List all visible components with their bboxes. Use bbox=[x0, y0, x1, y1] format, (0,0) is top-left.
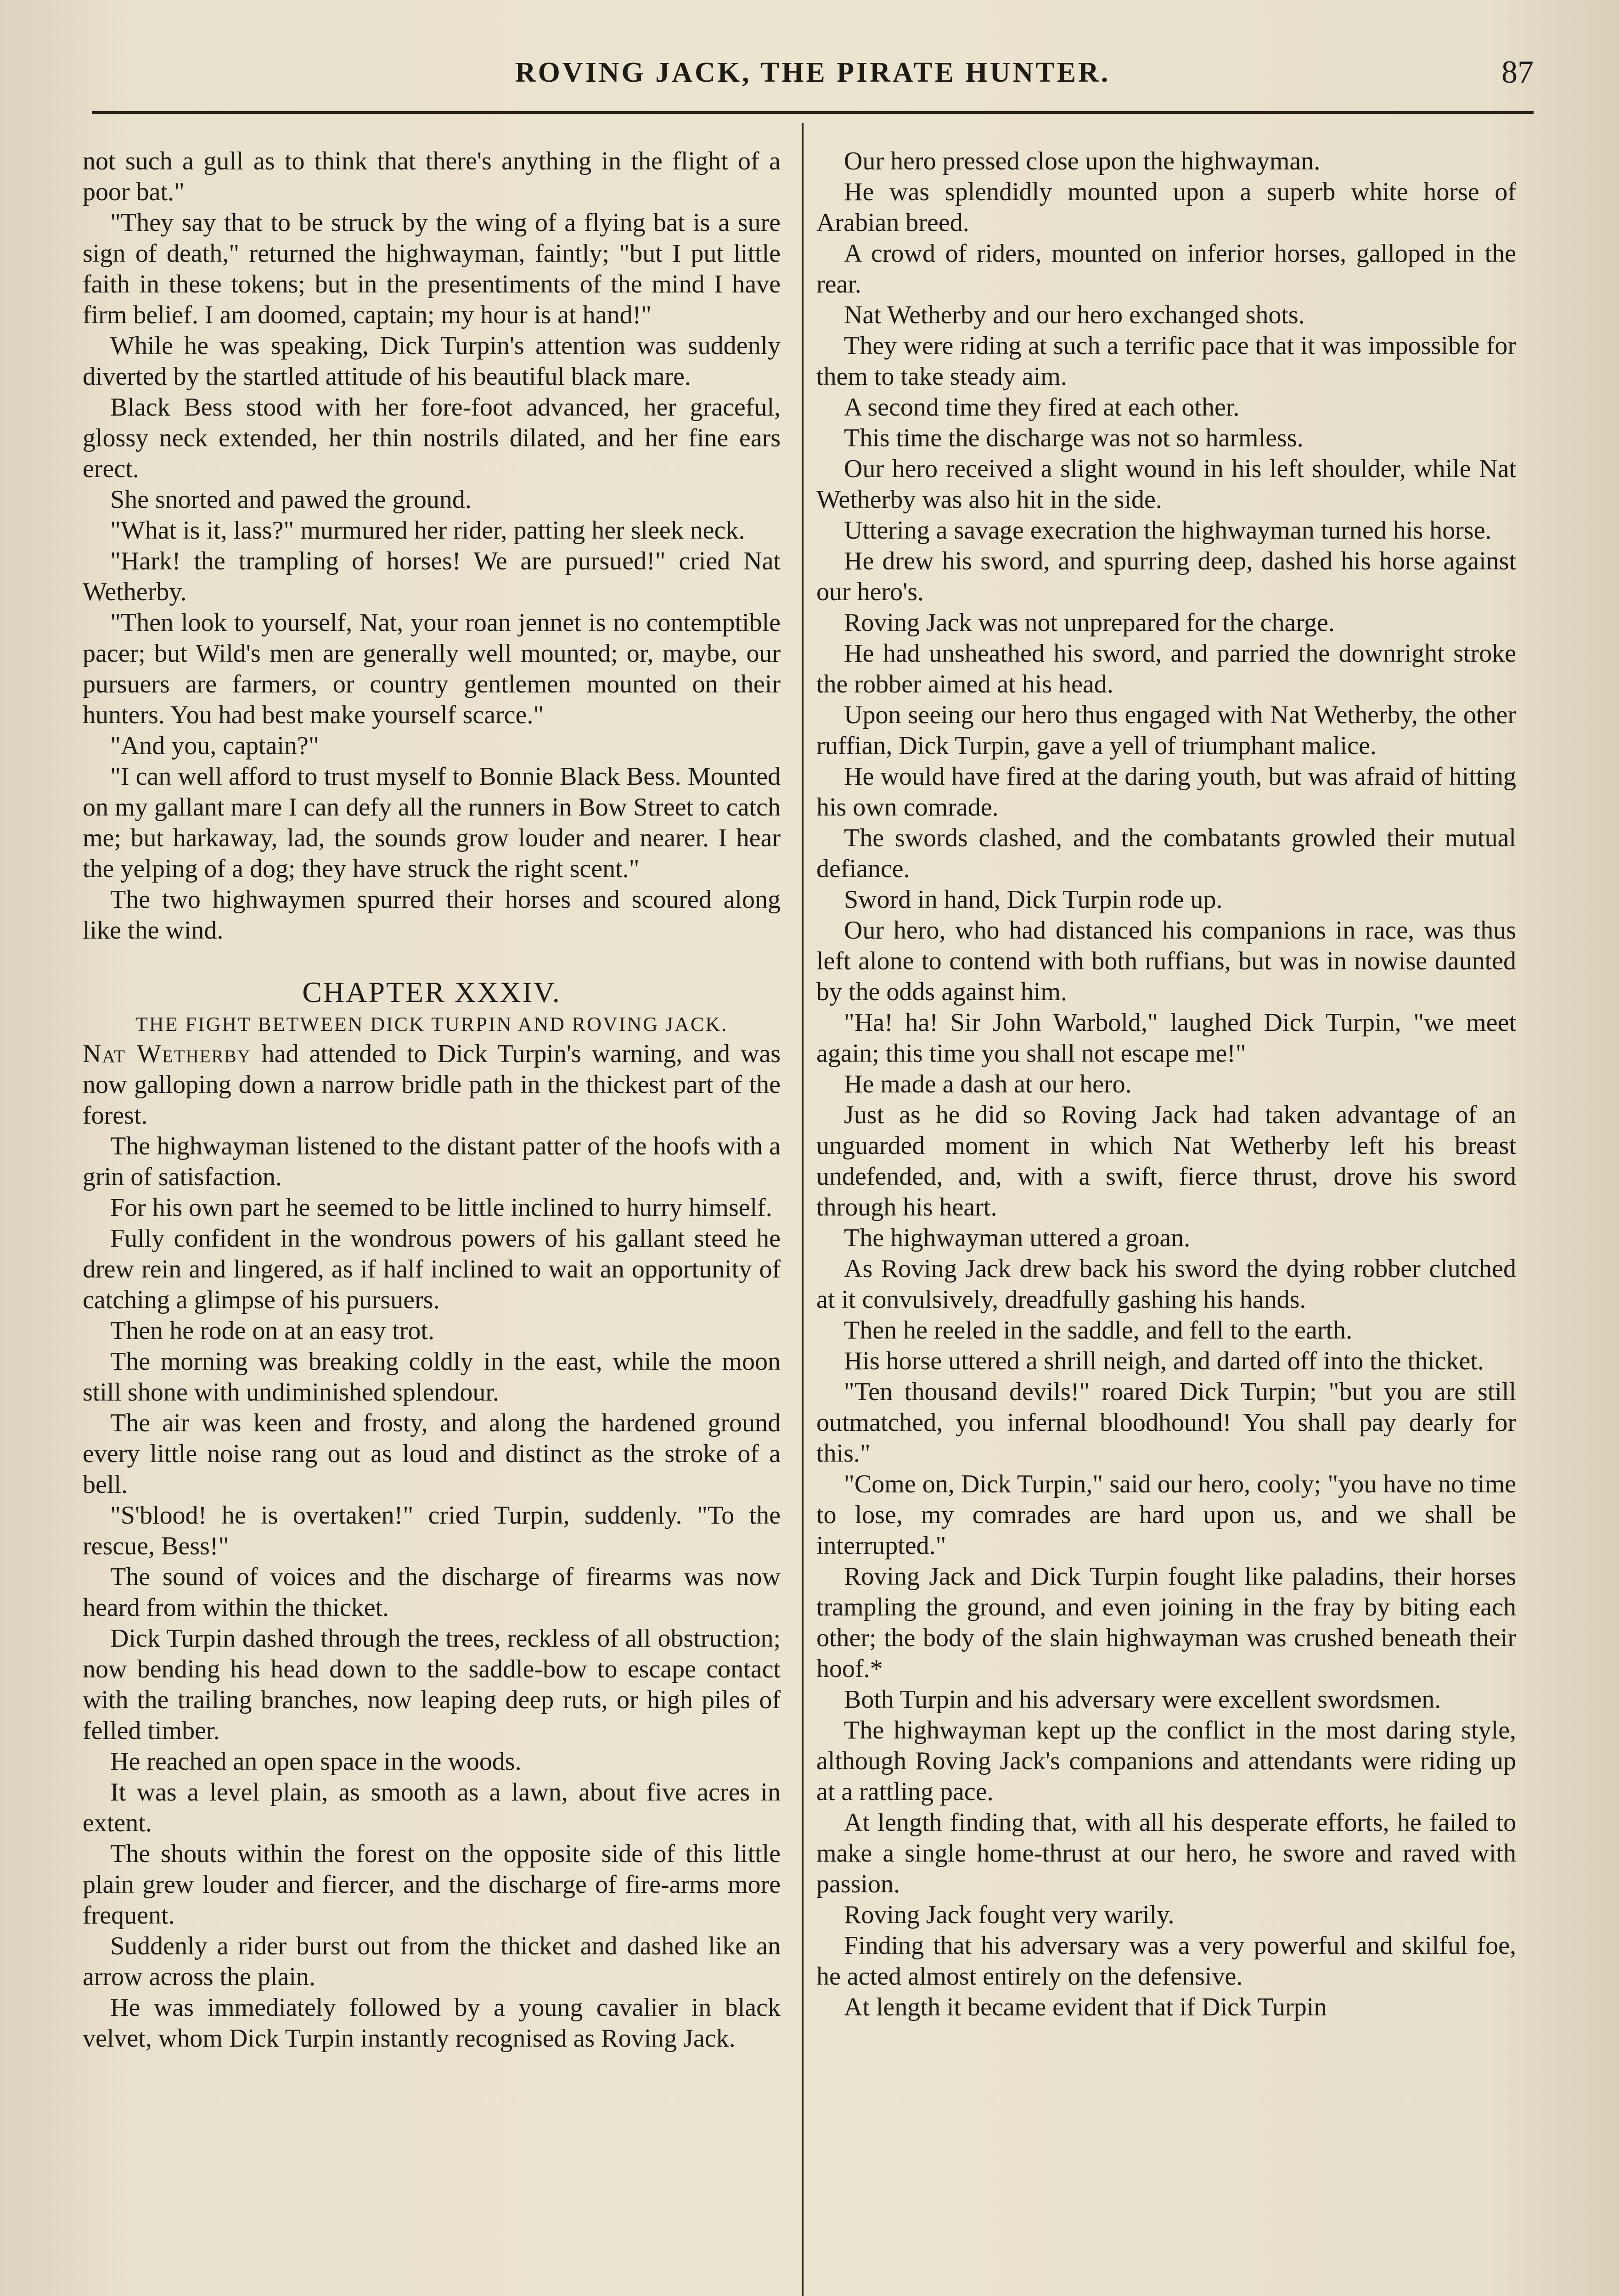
paragraph: "I can well afford to trust myself to Bonnie Black Bess. Mounted on my gallant mare I can defy all the runners in Bow Street to catch me; but harkaway, lad, the sounds grow louder and nearer. I hear the yelping of a dog; they have struck the right scent." bbox=[83, 762, 781, 883]
running-header bbox=[92, 50, 1534, 96]
left-column bbox=[83, 146, 781, 2296]
paragraph: His horse uttered a shrill neigh, and darted off into the thicket. bbox=[844, 1347, 1484, 1375]
paragraph: The swords clashed, and the combatants growled their mutual defiance. bbox=[816, 824, 1516, 883]
opening-text: had attended to Dick Turpin's warning, and was now galloping down a narrow bridle path in the thickest part of the forest. bbox=[83, 1040, 781, 1130]
paragraph: "Then look to yourself, Nat, your roan jennet is no contemptible pacer; but Wild's men are generally well mounted; or, maybe, our pursuers are farmers, or country gentlemen mounted on their hunters. You had best make yourself scarce." bbox=[83, 608, 781, 729]
chapter-title: THE FIGHT BETWEEN DICK TURPIN AND ROVING JACK. bbox=[135, 1013, 728, 1035]
page-number: 87 bbox=[1501, 55, 1534, 90]
paragraph: "S'blood! he is overtaken!" cried Turpin, suddenly. "To the rescue, Bess!" bbox=[83, 1501, 781, 1560]
paragraph: The highwayman kept up the conflict in the most daring style, although Roving Jack's companions and attendants were riding up at a rattling pace. bbox=[816, 1716, 1516, 1806]
paragraph: Upon seeing our hero thus engaged with Nat Wetherby, the other ruffian, Dick Turpin, gave a yell of triumphant malice. bbox=[816, 701, 1516, 760]
paragraph: The highwayman uttered a groan. bbox=[844, 1224, 1191, 1252]
column-divider bbox=[802, 123, 804, 2296]
paragraph: She snorted and pawed the ground. bbox=[110, 485, 472, 514]
paragraph: Sword in hand, Dick Turpin rode up. bbox=[844, 885, 1223, 914]
paragraph: Black Bess stood with her fore-foot advanced, her graceful, glossy neck extended, her thin nostrils dilated, and her fine ears erect. bbox=[83, 393, 781, 483]
paragraph: not such a gull as to think that there's anything in the flight of a poor bat." bbox=[83, 147, 781, 206]
paragraph: The shouts within the forest on the opposite side of this little plain grew louder and fiercer, and the discharge of fire-arms more frequent. bbox=[83, 1840, 781, 1930]
paragraph: Then he reeled in the saddle, and fell to the earth. bbox=[844, 1316, 1353, 1345]
paragraph: The highwayman listened to the distant patter of the hoofs with a grin of satisfaction. bbox=[83, 1132, 781, 1191]
paragraph: Roving Jack fought very warily. bbox=[844, 1901, 1175, 1929]
paragraph: Dick Turpin dashed through the trees, reckless of all obstruction; now bending his head down to the saddle-bow to escape contact with the trailing branches, now leaping deep ruts, or high piles of felled timber. bbox=[83, 1624, 781, 1745]
paragraph: Both Turpin and his adversary were excellent swordsmen. bbox=[844, 1685, 1441, 1714]
paragraph: "Hark! the trampling of horses! We are pursued!" cried Nat Wetherby. bbox=[83, 547, 781, 606]
chapter-number: CHAPTER XXXIV. bbox=[302, 976, 561, 1008]
paragraph: Roving Jack and Dick Turpin fought like paladins, their horses trampling the ground, and even joining in the fray by biting each other; the body of the slain highwayman was crushed beneath their hoof.* bbox=[816, 1562, 1516, 1683]
paragraph: He reached an open space in the woods. bbox=[110, 1747, 522, 1776]
paragraph: He drew his sword, and spurring deep, dashed his horse against our hero's. bbox=[816, 547, 1516, 606]
paragraph: "And you, captain?" bbox=[110, 732, 319, 760]
right-column bbox=[816, 146, 1516, 2296]
paragraph: Our hero pressed close upon the highwayman. bbox=[844, 147, 1321, 175]
paragraph: Fully confident in the wondrous powers of his gallant steed he drew rein and lingered, as if half inclined to wait an opportunity of catching a glimpse of his pursuers. bbox=[83, 1224, 781, 1314]
paragraph: "Come on, Dick Turpin," said our hero, cooly; "you have no time to lose, my comrades are hard upon us, and we shall be interrupted." bbox=[816, 1470, 1516, 1560]
chapter-heading bbox=[83, 975, 781, 1039]
paragraph: It was a level plain, as smooth as a lawn, about five acres in extent. bbox=[83, 1778, 781, 1837]
paragraph: He was immediately followed by a young cavalier in black velvet, whom Dick Turpin instantly recognised as Roving Jack. bbox=[83, 1993, 781, 2053]
paragraph: While he was speaking, Dick Turpin's attention was suddenly diverted by the startled attitude of his beautiful black mare. bbox=[83, 332, 781, 391]
paragraph: Finding that his adversary was a very powerful and skilful foe, he acted almost entirely on the defensive. bbox=[816, 1931, 1516, 1991]
paragraph: "Ha! ha! Sir John Warbold," laughed Dick Turpin, "we meet again; this time you shall not escape me!" bbox=[816, 1008, 1516, 1068]
paragraph: At length finding that, with all his desperate efforts, he failed to make a single home-thrust at our hero, he swore and raved with passion. bbox=[816, 1808, 1516, 1898]
paragraph: The two highwaymen spurred their horses and scoured along like the wind. bbox=[83, 885, 781, 945]
paragraph: Roving Jack was not unprepared for the charge. bbox=[844, 608, 1335, 637]
paragraph: This time the discharge was not so harmless. bbox=[844, 424, 1304, 452]
paragraph: "They say that to be struck by the wing of a flying bat is a sure sign of death," returned the highwayman, faintly; "but I put little faith in these tokens; but in the presentiments of the mind I have firm belief. I am doomed, captain; my hour is at hand!" bbox=[83, 208, 781, 329]
paragraph: As Roving Jack drew back his sword the dying robber clutched at it convulsively, dreadfully gashing his hands. bbox=[816, 1255, 1516, 1314]
paragraph: He would have fired at the daring youth, but was afraid of hitting his own comrade. bbox=[816, 762, 1516, 822]
paragraph: For his own part he seemed to be little inclined to hurry himself. bbox=[110, 1193, 772, 1222]
paragraph: He had unsheathed his sword, and parried the downright stroke the robber aimed at his head. bbox=[816, 639, 1516, 698]
header-rule bbox=[92, 111, 1534, 114]
paragraph: At length it became evident that if Dick Turpin bbox=[844, 1993, 1327, 2021]
paragraph: Just as he did so Roving Jack had taken advantage of an unguarded moment in which Nat Wetherby left his breast undefended, and, with a swift, fierce thrust, drove his sword through his heart. bbox=[816, 1101, 1516, 1221]
paragraph: A crowd of riders, mounted on inferior horses, galloped in the rear. bbox=[816, 239, 1516, 298]
paragraph: He was splendidly mounted upon a superb white horse of Arabian breed. bbox=[816, 178, 1516, 237]
paragraph: Uttering a savage execration the highwayman turned his horse. bbox=[844, 516, 1492, 545]
paragraph: Suddenly a rider burst out from the thicket and dashed like an arrow across the plain. bbox=[83, 1932, 781, 1991]
paragraph: He made a dash at our hero. bbox=[844, 1070, 1132, 1098]
running-title: ROVING JACK, THE PIRATE HUNTER. bbox=[515, 57, 1111, 88]
chapter-opening-paragraph bbox=[83, 1039, 781, 1131]
paragraph: "Ten thousand devils!" roared Dick Turpin; "but you are still outmatched, you infernal bloodhound! You shall pay dearly for this." bbox=[816, 1378, 1516, 1468]
paragraph: "What is it, lass?" murmured her rider, patting her sleek neck. bbox=[110, 516, 745, 545]
paragraph: Nat Wetherby and our hero exchanged shots. bbox=[844, 301, 1305, 329]
paragraph: They were riding at such a terrific pace that it was impossible for them to take steady aim. bbox=[816, 332, 1516, 391]
paragraph: Our hero, who had distanced his companions in race, was thus left alone to contend with both ruffians, but was in nowise daunted by the odds against him. bbox=[816, 916, 1516, 1006]
paragraph: The air was keen and frosty, and along the hardened ground every little noise rang out as loud and distinct as the stroke of a bell. bbox=[83, 1409, 781, 1499]
paragraph: Then he rode on at an easy trot. bbox=[110, 1317, 434, 1345]
paragraph: The sound of voices and the discharge of firearms was now heard from within the thicket. bbox=[83, 1563, 781, 1622]
opening-name: Nat Wetherby bbox=[83, 1040, 251, 1068]
paragraph: Our hero received a slight wound in his left shoulder, while Nat Wetherby was also hit in the side. bbox=[816, 455, 1516, 514]
paragraph: The morning was breaking coldly in the east, while the moon still shone with undiminished splendour. bbox=[83, 1347, 781, 1407]
paragraph: A second time they fired at each other. bbox=[844, 393, 1240, 422]
